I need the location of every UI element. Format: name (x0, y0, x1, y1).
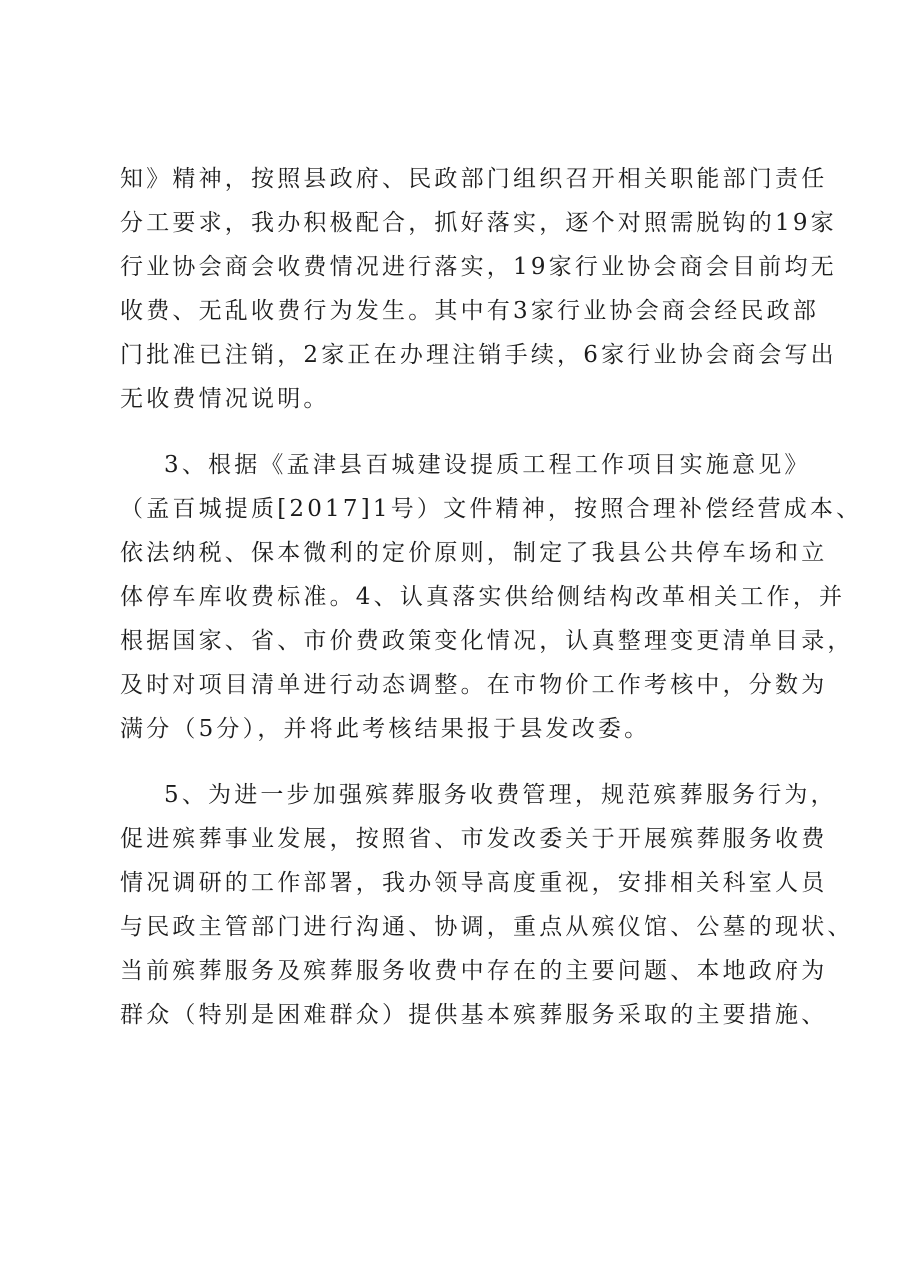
body-text-line: 根据国家、省、市价费政策变化情况，认真整理变更清单目录， (120, 628, 854, 654)
body-text-line: 及时对项目清单进行动态调整。在市物价工作考核中，分数为 (120, 672, 828, 698)
body-text-line: 依法纳税、保本微利的定价原则，制定了我县公共停车场和立 (120, 540, 828, 566)
body-text-line: 群众（特别是困难群众）提供基本殡葬服务采取的主要措施、 (120, 1002, 828, 1028)
body-text-line: 促进殡葬事业发展，按照省、市发改委关于开展殡葬服务收费 (120, 826, 828, 852)
body-text-line: 满分（5分），并将此考核结果报于县发改委。 (120, 716, 651, 742)
paragraph-start-line: 5、为进一步加强殡葬服务收费管理，规范殡葬服务行为， (164, 782, 837, 808)
body-text-line: 无收费情况说明。 (120, 386, 330, 412)
body-text-line: 情况调研的工作部署，我办领导高度重视，安排相关科室人员 (120, 870, 828, 896)
body-text-line: 知》精神，按照县政府、民政部门组织召开相关职能部门责任 (120, 166, 828, 192)
body-text-line: 当前殡葬服务及殡葬服务收费中存在的主要问题、本地政府为 (120, 958, 828, 984)
body-text-line: 与民政主管部门进行沟通、协调，重点从殡仪馆、公墓的现状、 (120, 914, 854, 940)
body-text-line: 收费、无乱收费行为发生。其中有3家行业协会商会经民政部 (120, 298, 820, 324)
body-text-line: 行业协会商会收费情况进行落实，19家行业协会商会目前均无 (120, 254, 837, 280)
body-text-line: （孟百城提质[2017]1号）文件精神，按照合理补偿经营成本、 (120, 496, 863, 522)
body-text-line: 体停车库收费标准。4、认真落实供给侧结构改革相关工作，并 (120, 584, 846, 610)
body-text-line: 分工要求，我办积极配合，抓好落实，逐个对照需脱钩的19家 (120, 210, 837, 236)
paragraph-start-line: 3、根据《孟津县百城建设提质工程工作项目实施意见》 (164, 452, 811, 478)
body-text-line: 门批准已注销，2家正在办理注销手续，6家行业协会商会写出 (120, 342, 837, 368)
